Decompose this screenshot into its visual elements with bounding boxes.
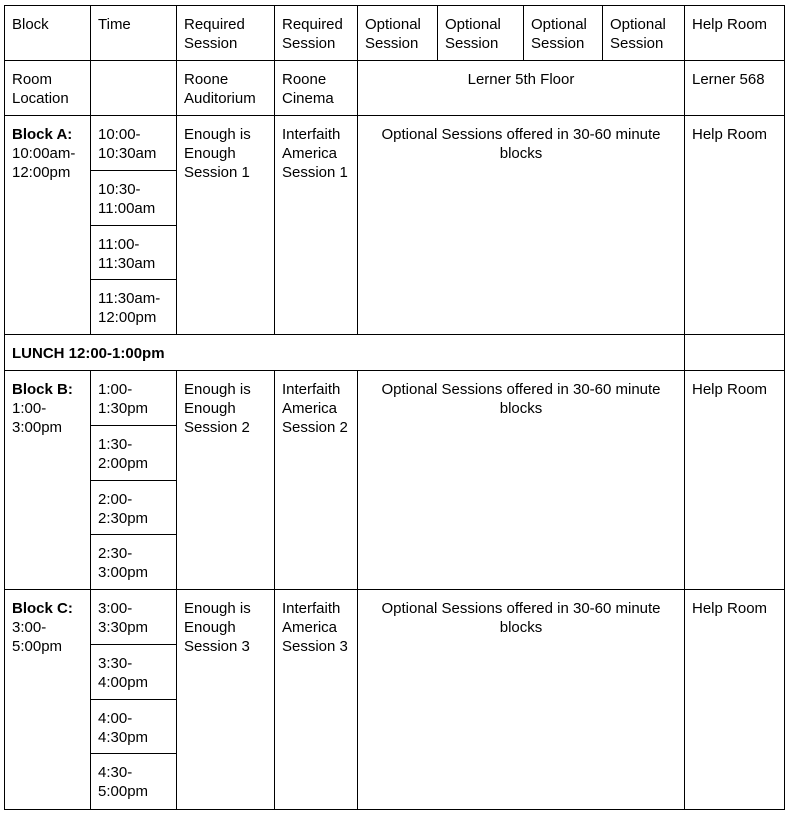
header-optional-1: Optional Session [358,6,438,61]
header-time: Time [91,6,177,61]
block-c-time-4: 4:30-5:00pm [91,754,177,810]
lunch-row [5,335,785,371]
room-location-label: Room Location [5,61,91,116]
header-optional-2: Optional Session [438,6,524,61]
block-c-time-3: 4:00-4:30pm [91,700,177,754]
block-b-help: Help Room [685,371,785,590]
block-b-range: 1:00-3:00pm [12,400,63,436]
block-b-time-4: 2:30-3:00pm [91,535,177,590]
block-c-time-1: 3:00-3:30pm [91,590,177,645]
block-a-optional: Optional Sessions offered in 30-60 minute blocks [358,116,685,335]
block-b-row-1 [5,371,785,426]
room-location-row [5,61,785,116]
block-b-required-1: Enough is Enough Session 2 [177,371,275,590]
block-c-label [5,590,91,810]
block-c-help: Help Room [685,590,785,810]
block-b-label [5,371,91,590]
lunch-label: LUNCH 12:00-1:00pm [5,335,685,371]
block-b-time-2: 1:30-2:00pm [91,426,177,481]
block-c-required-1: Enough is Enough Session 3 [177,590,275,810]
block-a-time-2: 10:30-11:00am [91,171,177,226]
block-a-time-4: 11:30am-12:00pm [91,280,177,335]
block-a-name: Block A: [12,126,73,143]
room-help: Lerner 568 [685,61,785,116]
room-optional: Lerner 5th Floor [358,61,685,116]
block-c-name: Block C: [12,600,73,617]
block-c-optional: Optional Sessions offered in 30-60 minute blocks [358,590,685,810]
block-b-time-1: 1:00-1:30pm [91,371,177,426]
block-a-time-1: 10:00-10:30am [91,116,177,171]
block-b-required-2: Interfaith America Session 2 [275,371,358,590]
header-required-2: Required Session [275,6,358,61]
block-a-help: Help Room [685,116,785,335]
header-required-1: Required Session [177,6,275,61]
block-a-range: 10:00am-12:00pm [12,145,76,181]
block-a-required-2: Interfaith America Session 1 [275,116,358,335]
header-optional-3: Optional Session [524,6,603,61]
block-a-label [5,116,91,335]
header-optional-4: Optional Session [603,6,685,61]
block-c-required-2: Interfaith America Session 3 [275,590,358,810]
schedule-table [4,5,785,810]
block-b-optional: Optional Sessions offered in 30-60 minute blocks [358,371,685,590]
header-help-room: Help Room [685,6,785,61]
block-c-range: 3:00-5:00pm [12,619,63,655]
block-b-name: Block B: [12,381,73,398]
block-c-time-2: 3:30-4:00pm [91,645,177,700]
room-required-1: Roone Auditorium [177,61,275,116]
block-b-time-3: 2:00-2:30pm [91,481,177,535]
room-location-time-empty [91,61,177,116]
header-row [5,6,785,61]
block-a-time-3: 11:00-11:30am [91,226,177,280]
header-block: Block [5,6,91,61]
block-a-row-1 [5,116,785,171]
lunch-help-empty [685,335,785,371]
room-required-2: Roone Cinema [275,61,358,116]
block-a-required-1: Enough is Enough Session 1 [177,116,275,335]
block-c-row-1 [5,590,785,645]
